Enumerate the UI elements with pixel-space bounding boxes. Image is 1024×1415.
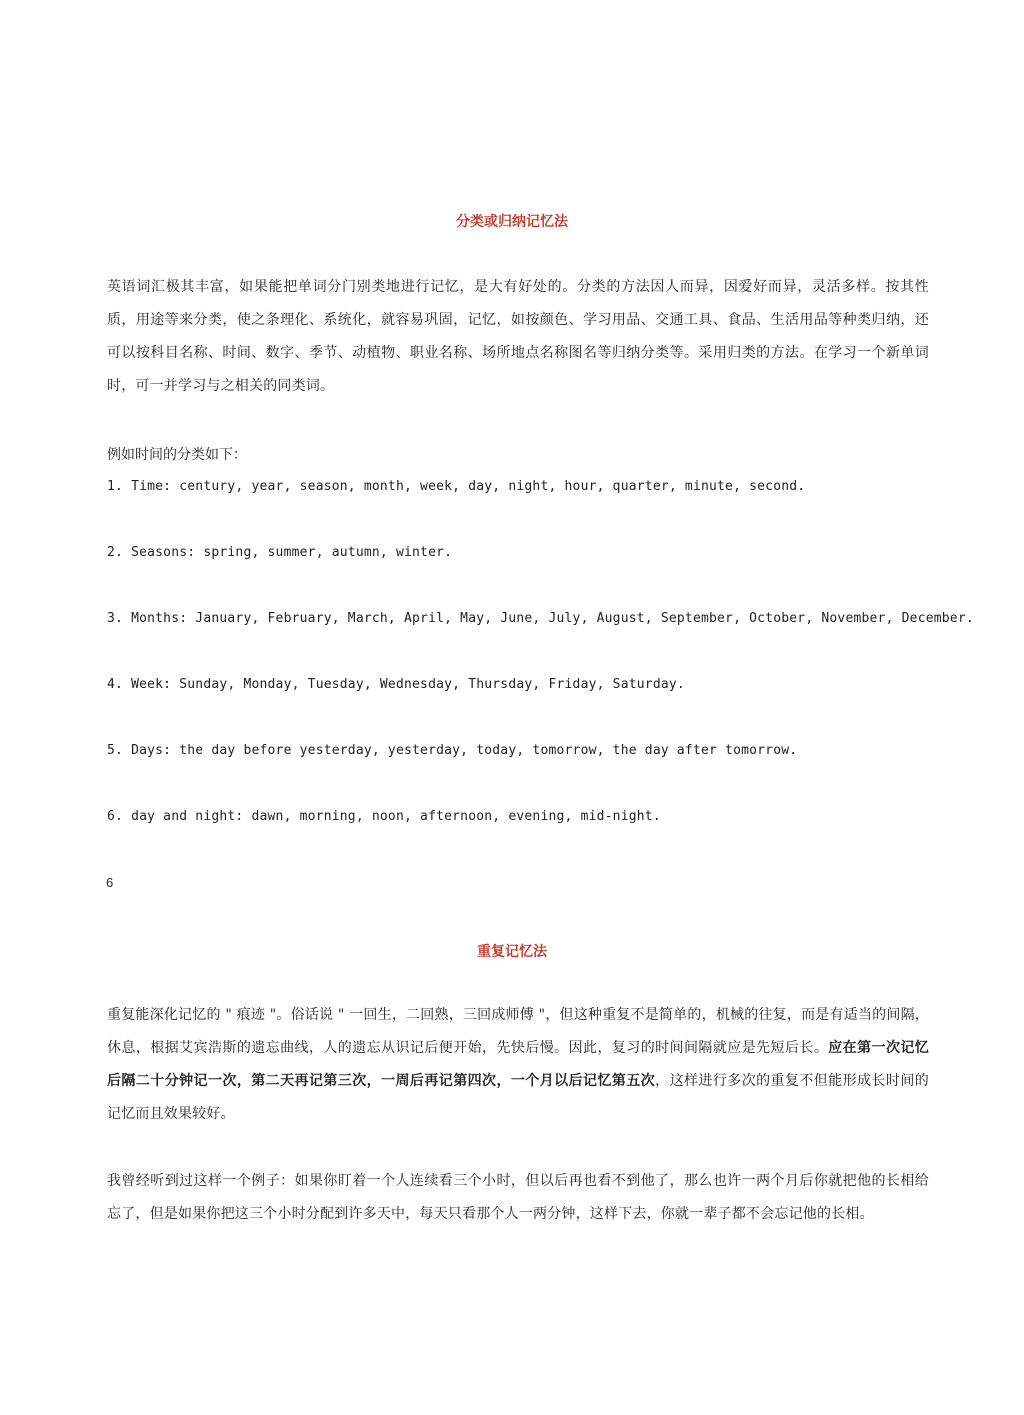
list-item: 1. Time: century, year, season, month, week, day, night, hour, quarter, minute, second. — [107, 479, 806, 494]
section-title-repetition: 重复记忆法 — [477, 944, 547, 960]
list-item: 4. Week: Sunday, Monday, Tuesday, Wednesday, Thursday, Friday, Saturday. — [107, 677, 685, 692]
repetition-schedule-bold: 应在第一次记忆后隔二十分钟记一次，第二天再记第三次，一周后再记第四次，一个月以后记忆第五次 — [107, 1040, 929, 1089]
list-item: 3. Months: January, February, March, April, May, June, July, August, September, October, November, December. — [107, 611, 974, 626]
list-item: 2. Seasons: spring, summer, autumn, winter. — [107, 545, 453, 560]
section-title-classification: 分类或归纳记忆法 — [456, 214, 568, 230]
classification-paragraph: 英语词汇极其丰富，如果能把单词分门别类地进行记忆，是大有好处的。分类的方法因人而异，因爱好而异，灵活多样。按其性质，用途等来分类，使之条理化、系统化，就容易巩固，记忆，如按颜色、学习用品、交通工具、食品、生活用品等种类归纳，还可以按科目名称、时间、数字、季节、动植物、职业名称、场所地点名称图名等归纳分类等。采用归类的方法。在学习一个新单词时，可一并学习与之相关的同类词。 — [107, 279, 929, 394]
repetition-text-start: 重复能深化记忆的 " 痕迹 "。俗话说 " 一回生，二回熟，三回成师傅 "，但这种重复不是简单的，机械的往复，而是有适当的间隔，休息，根据艾宾浩斯的遗忘曲线，人的遗忘从识记后便开始，先快后慢。因此，复习的时间间隔就应是先短后长。 — [107, 1007, 929, 1056]
repetition-text-end: ，这样进行多次的重复不但能形成长时间的记忆而且效果较好。 — [107, 1073, 929, 1122]
repetition-paragraph — [107, 999, 929, 1131]
list-item: 6. day and night: dawn, morning, noon, afternoon, evening, mid-night. — [107, 809, 661, 824]
example-story-paragraph: 我曾经听到过这样一个例子：如果你盯着一个人连续看三个小时，但以后再也看不到他了，那么也许一两个月后你就把他的长相给忘了，但是如果你把这三个小时分配到许多天中，每天只看那个人一两分钟，这样下去，你就一辈子都不会忘记他的长相。 — [107, 1173, 929, 1222]
page-number: 6 — [106, 875, 114, 890]
list-item: 5. Days: the day before yesterday, yesterday, today, tomorrow, the day after tomorrow. — [107, 743, 798, 758]
example-intro: 例如时间的分类如下： — [107, 447, 247, 463]
